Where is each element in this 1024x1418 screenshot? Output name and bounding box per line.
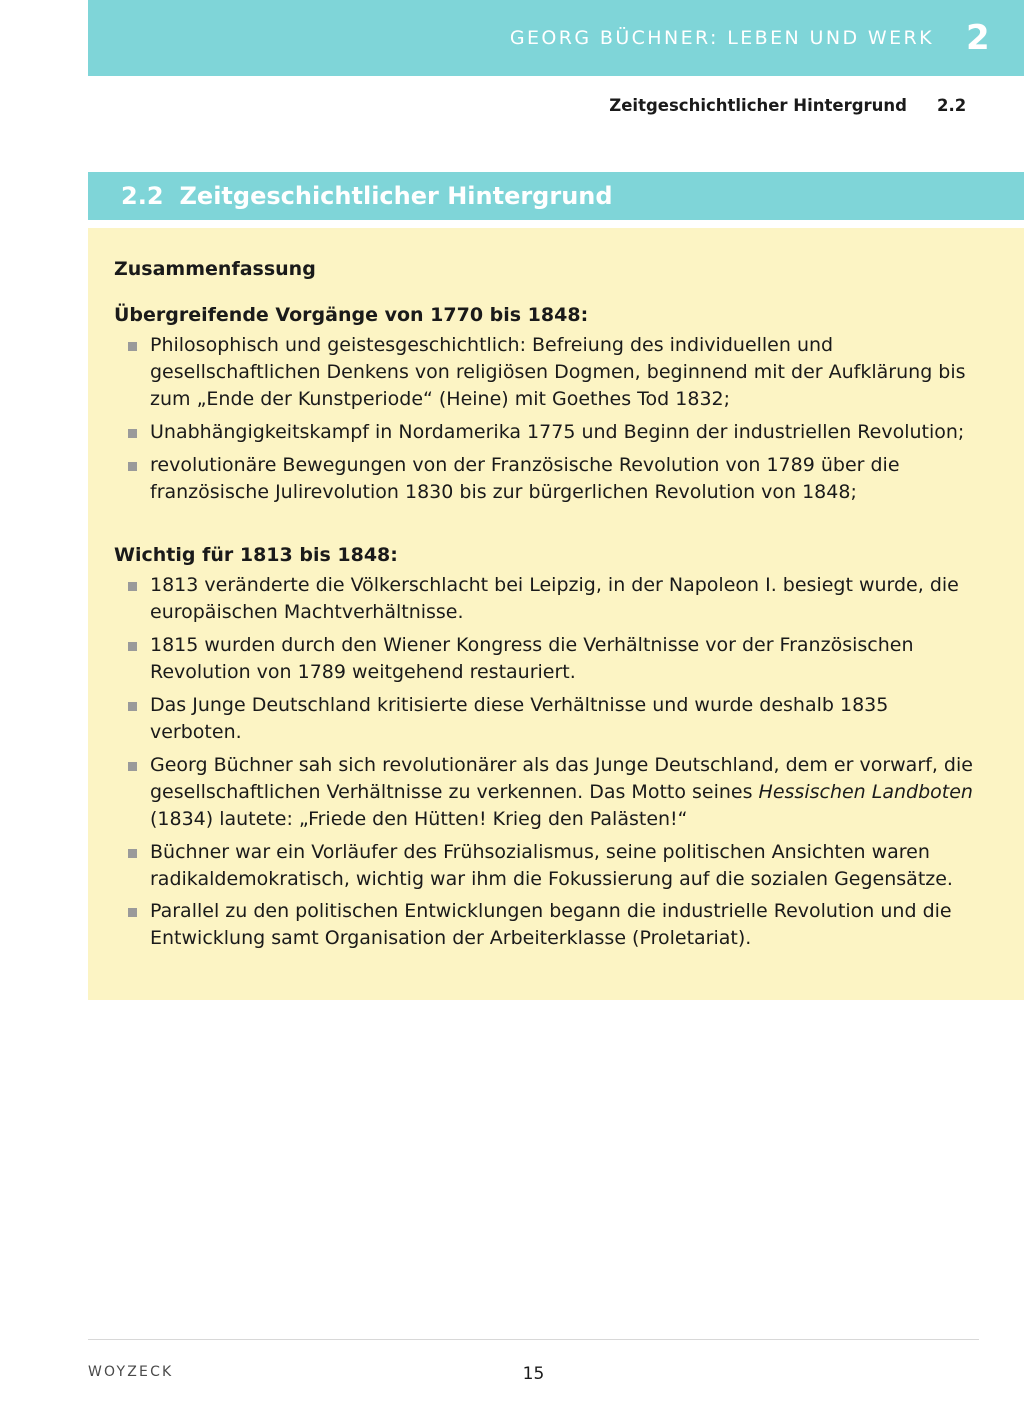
section-title-bar <box>88 172 1024 220</box>
list-item: 1815 wurden durch den Wiener Kongress die Verhältnisse vor der Französischen Revolution von 1789 weitgehend restauriert. <box>114 632 984 686</box>
list-item: Parallel zu den politischen Entwicklungen begann die industrielle Revolution und die Entwicklung samt Organisation der Arbeiterklasse (Proletariat). <box>114 898 984 952</box>
page-footer <box>88 1364 979 1384</box>
summary-label: Zusammenfassung <box>114 258 316 280</box>
list-item: Büchner war ein Vorläufer des Frühsozialismus, seine politischen Ansichten waren radikaldemokratisch, wichtig war ihm die Fokussierung auf die sozialen Gegensätze. <box>114 839 984 893</box>
list-item: revolutionäre Bewegungen von der Französische Revolution von 1789 über die französische Julirevolution 1830 bis zur bürgerlichen Revolution von 1848; <box>114 452 984 506</box>
block1-list <box>114 332 984 506</box>
footer-page-number: 15 <box>522 1364 545 1384</box>
summary-box <box>88 228 1024 1000</box>
running-head-number: 2.2 <box>937 96 967 115</box>
footer-book-title: WOYZECK <box>88 1364 174 1380</box>
block2-heading: Wichtig für 1813 bis 1848: <box>114 543 398 566</box>
list-item-motto <box>114 752 984 833</box>
motto-part2: (1834) lautete: „Friede den Hütten! Krieg den Palästen!“ <box>150 807 688 830</box>
section-number: 2.2 <box>121 182 164 210</box>
section-title: Zeitgeschichtlicher Hintergrund <box>179 182 613 210</box>
list-item: 1813 veränderte die Völkerschlacht bei Leipzig, in der Napoleon I. besiegt wurde, die europäischen Machtverhältnisse. <box>114 572 984 626</box>
block2-list <box>114 572 984 953</box>
running-head-title: Zeitgeschichtlicher Hintergrund <box>609 96 907 115</box>
motto-italic-title: Hessischen Landboten <box>758 780 973 803</box>
header-chapter-number: 2 <box>966 18 990 58</box>
list-item: Unabhängigkeitskampf in Nordamerika 1775 und Beginn der industriellen Revolution; <box>114 419 984 446</box>
motto-part1: Georg Büchner sah sich revolutionärer als das Junge Deutschland, dem er vorwarf, die gesellschaftlichen Verhältnisse zu verkennen. Das Motto seines <box>150 753 973 803</box>
list-item: Das Junge Deutschland kritisierte diese Verhältnisse und wurde deshalb 1835 verboten. <box>114 692 984 746</box>
block1-heading: Übergreifende Vorgänge von 1770 bis 1848: <box>114 304 589 326</box>
footer-divider <box>88 1339 979 1340</box>
page-header-band <box>88 0 1024 76</box>
list-item: Philosophisch und geistesgeschichtlich: Befreiung des individuellen und gesellschaftlichen Denkens von religiösen Dogmen, beginnend mit der Aufklärung bis zum „Ende der Kunstperiode“ (Heine) mit Goethes Tod 1832; <box>114 332 984 413</box>
running-head <box>0 96 979 115</box>
header-title: GEORG BÜCHNER: LEBEN UND WERK <box>509 27 934 49</box>
